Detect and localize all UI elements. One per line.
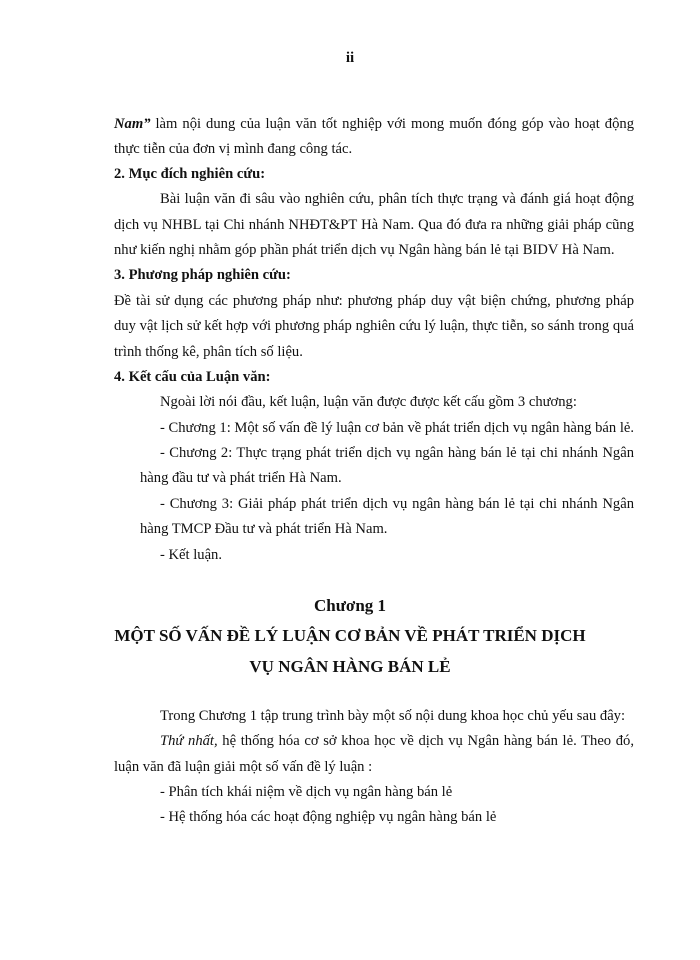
section-2-line-3: như kiến nghị nhằm góp phần phát triển dịch vụ Ngân hàng bán lẻ tại BIDV Hà Nam. — [114, 242, 615, 258]
chapter-title-line-2: VỤ NGÂN HÀNG BÁN LẺ — [249, 657, 451, 676]
chapter-body-italic-lead: Thứ nhất, — [160, 733, 218, 749]
intro-line-2: thực tiễn của đơn vị mình đang công tác. — [114, 141, 353, 157]
chapter-body-line-2-text: hệ thống hóa cơ sở khoa học về dịch vụ Ngân hàng bán lẻ. Theo đó, — [217, 733, 634, 749]
section-4-line-5: - Chương 3: Giải pháp phát triển dịch vụ ngân hàng bán lẻ tại chi nhánh Ngân — [160, 496, 634, 512]
chapter-body-line-4: - Phân tích khái niệm về dịch vụ ngân hàng bán lẻ — [160, 784, 453, 800]
section-2-line-2: dịch vụ NHBL tại Chi nhánh NHĐT&PT Hà Nam. Qua đó đưa ra những giải pháp cũng — [114, 217, 634, 233]
section-3-line-2: duy vật lịch sử kết hợp với phương pháp nghiên cứu lý luận, thực tiễn, so sánh trong quá — [114, 318, 634, 334]
section-3-line-3: trình thống kê, phân tích số liệu. — [114, 344, 303, 360]
section-4-line-1: Ngoài lời nói đầu, kết luận, luận văn được được kết cấu gồm 3 chương: — [160, 394, 577, 410]
section-4-line-3: - Chương 2: Thực trạng phát triển dịch vụ ngân hàng bán lẻ tại chi nhánh Ngân — [160, 445, 634, 461]
section-4-line-6: hàng TMCP Đầu tư và phát triển Hà Nam. — [140, 521, 388, 537]
intro-line-1 — [114, 114, 634, 134]
chapter-title-line-1: MỘT SỐ VẤN ĐỀ LÝ LUẬN CƠ BẢN VỀ PHÁT TRIỂN DỊCH — [114, 626, 586, 645]
chapter-body-line-3: luận văn đã luận giải một số vấn đề lý luận : — [114, 759, 373, 775]
section-3-heading: 3. Phương pháp nghiên cứu: — [114, 267, 291, 283]
section-2-heading: 2. Mục đích nghiên cứu: — [114, 166, 266, 182]
intro-lead-italic: Nam” — [114, 116, 151, 132]
intro-line-1-text: làm nội dung của luận văn tốt nghiệp với mong muốn đóng góp vào hoạt động — [150, 116, 634, 132]
chapter-body-line-5: - Hệ thống hóa các hoạt động nghiệp vụ ngân hàng bán lẻ — [160, 809, 497, 825]
page-number: ii — [345, 50, 355, 66]
chapter-body-line-1: Trong Chương 1 tập trung trình bày một số nội dung khoa học chủ yếu sau đây: — [160, 708, 626, 724]
section-3-line-1: Đề tài sử dụng các phương pháp như: phương pháp duy vật biện chứng, phương pháp — [114, 293, 634, 309]
section-2-line-1: Bài luận văn đi sâu vào nghiên cứu, phân tích thực trạng và đánh giá hoạt động — [160, 191, 634, 207]
chapter-label: Chương 1 — [313, 596, 387, 615]
section-4-line-2: - Chương 1: Một số vấn đề lý luận cơ bản về phát triển dịch vụ ngân hàng bán lẻ. — [160, 420, 635, 436]
section-4-line-7: - Kết luận. — [160, 547, 223, 563]
section-4-heading: 4. Kết cấu của Luận văn: — [114, 369, 271, 385]
section-4-line-4: hàng đầu tư và phát triển Hà Nam. — [140, 470, 342, 486]
chapter-body-line-2 — [160, 731, 634, 751]
